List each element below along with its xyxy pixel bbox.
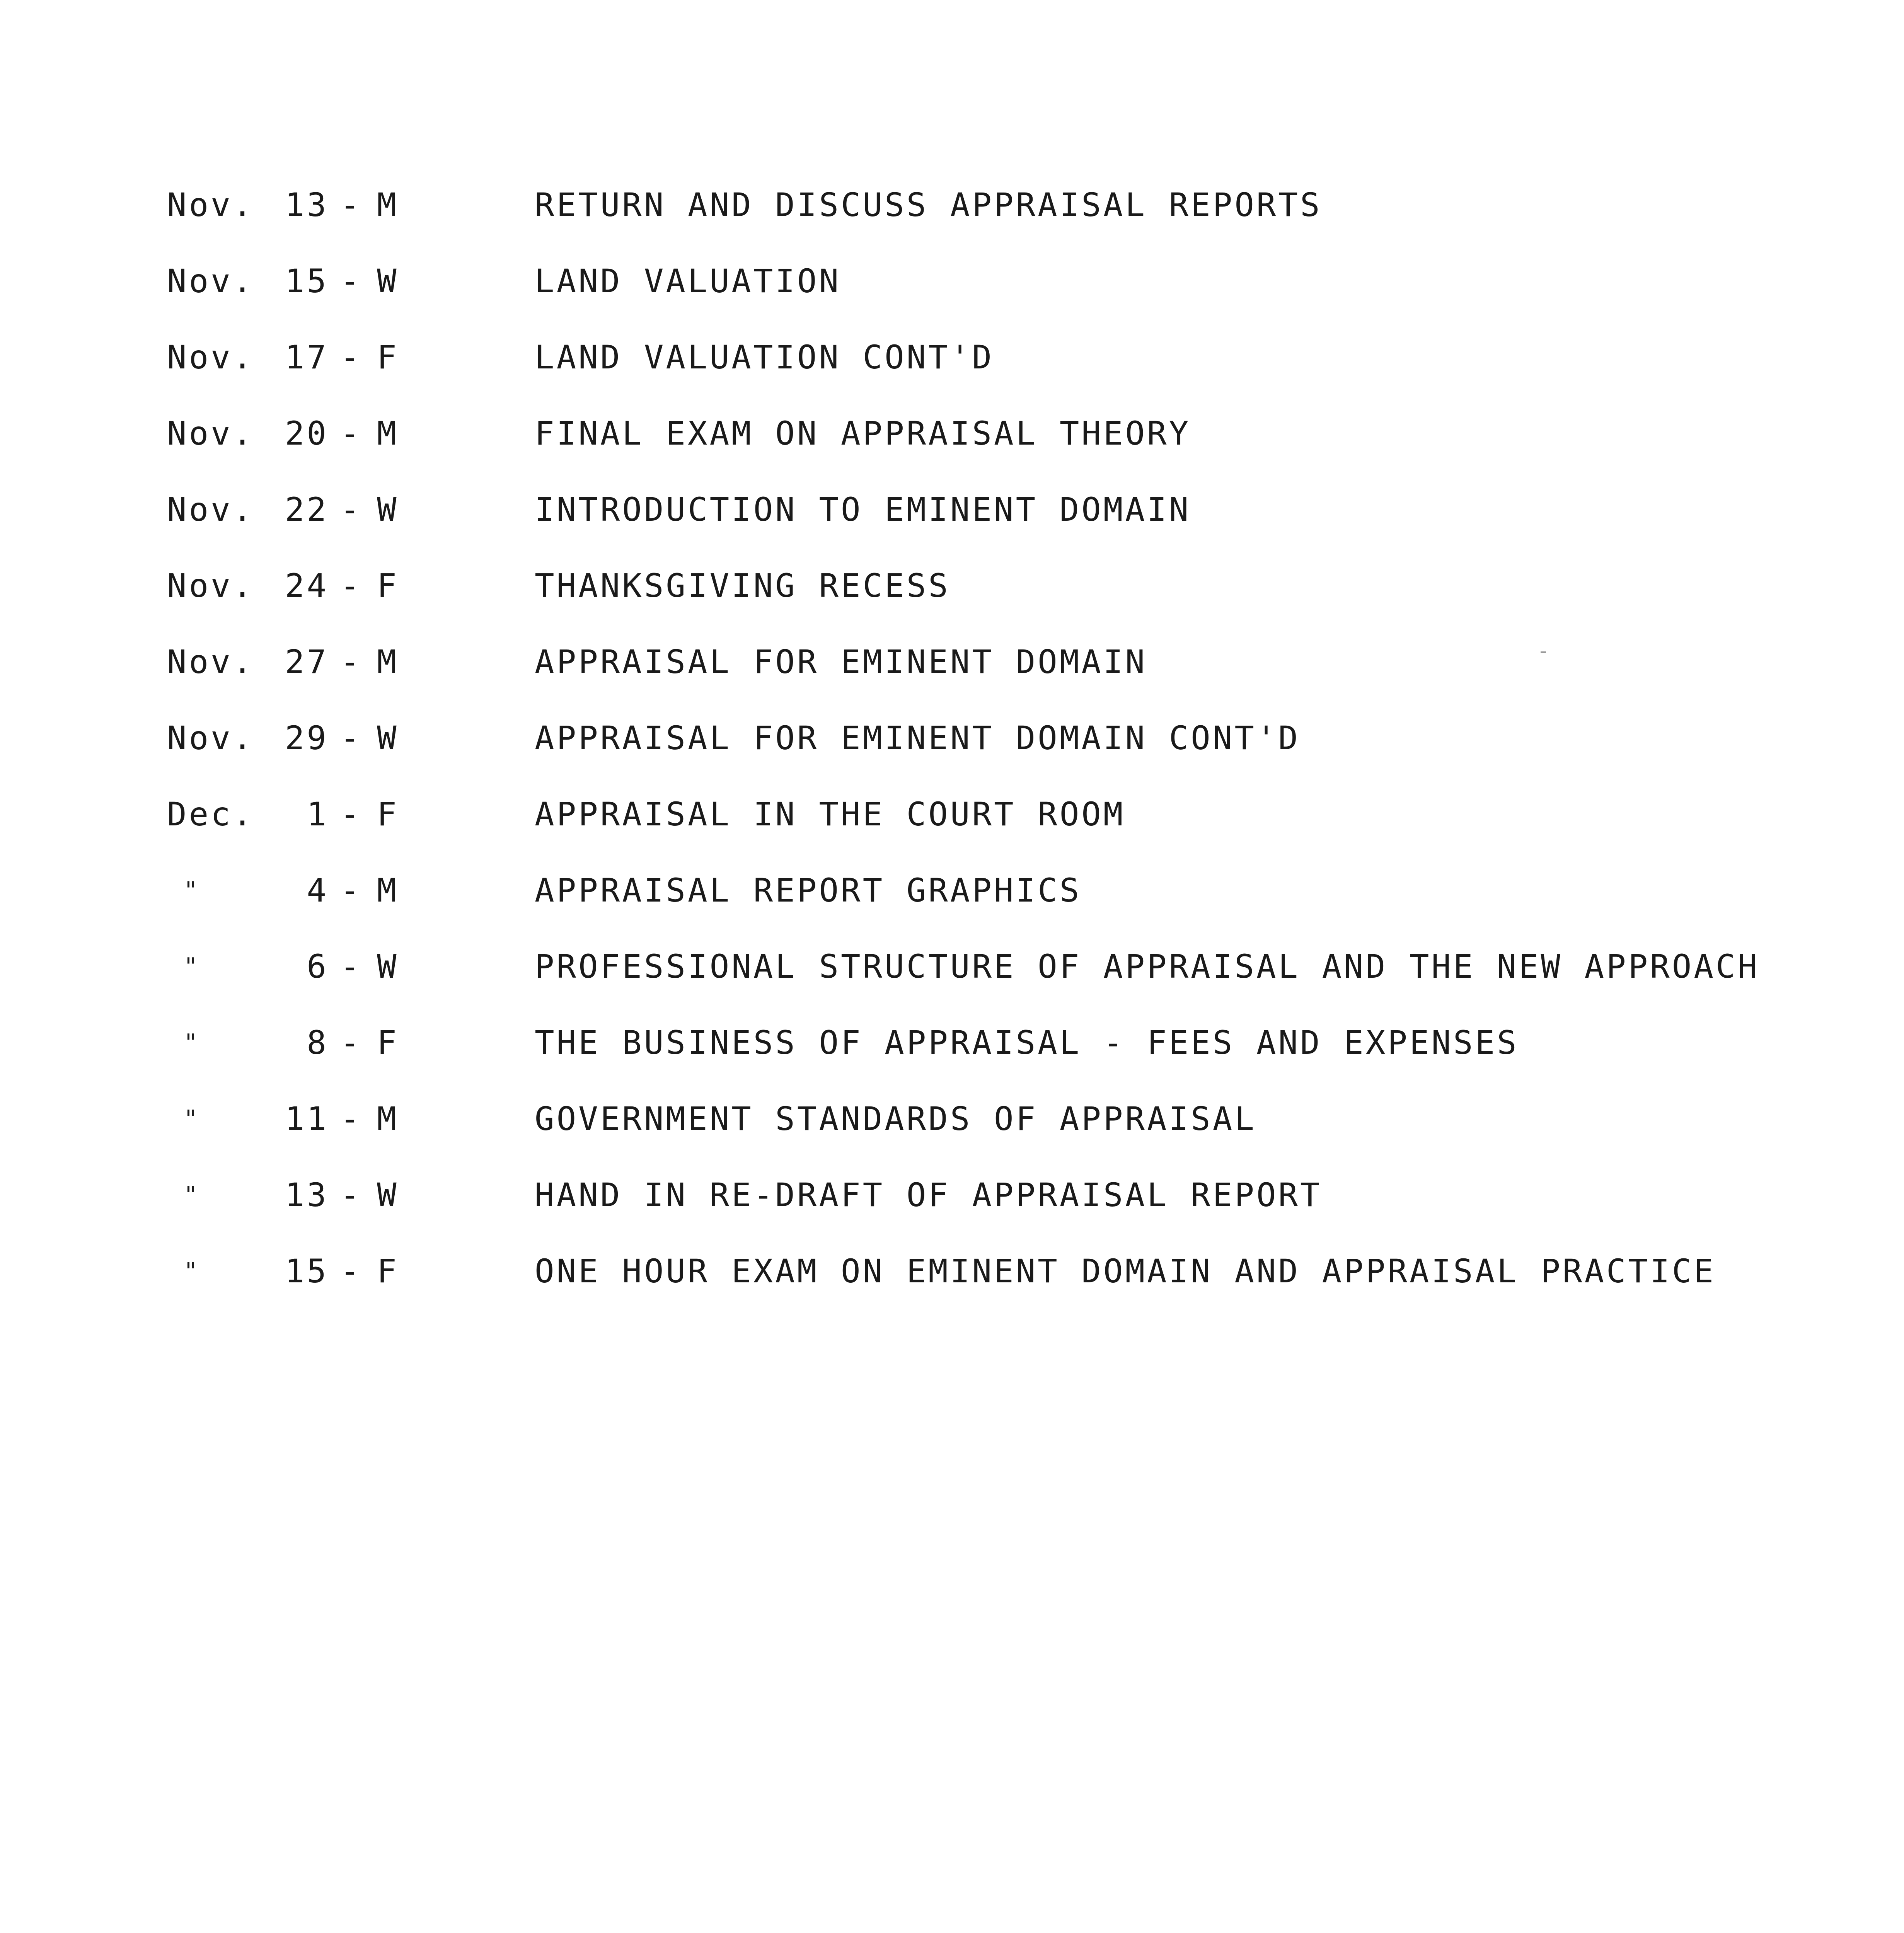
separator-dash: -	[340, 1252, 362, 1290]
session-topic: APPRAISAL FOR EMINENT DOMAIN CONT'D	[535, 719, 1301, 757]
schedule-row	[0, 1019, 1904, 1066]
day-number: 24	[285, 567, 329, 605]
separator-dash: -	[340, 491, 362, 528]
ditto-mark: "	[184, 877, 200, 904]
day-number: 1	[307, 795, 329, 833]
day-number: 11	[285, 1100, 329, 1138]
session-topic: THANKSGIVING RECESS	[535, 567, 950, 605]
session-topic: FINAL EXAM ON APPRAISAL THEORY	[535, 414, 1191, 452]
schedule-row	[0, 486, 1904, 533]
ditto-mark: "	[184, 1029, 200, 1056]
day-number: 15	[285, 262, 329, 300]
day-number: 13	[285, 1176, 329, 1214]
month-label: Nov.	[167, 491, 255, 528]
session-topic: HAND IN RE-DRAFT OF APPRAISAL REPORT	[535, 1176, 1322, 1214]
schedule-row	[0, 1096, 1904, 1142]
day-number: 8	[307, 1024, 329, 1062]
day-number: 29	[285, 719, 329, 757]
session-topic: APPRAISAL IN THE COURT ROOM	[535, 795, 1125, 833]
schedule-row	[0, 867, 1904, 914]
weekday-letter: F	[377, 1252, 399, 1290]
schedule-row	[0, 563, 1904, 609]
session-topic: INTRODUCTION TO EMINENT DOMAIN	[535, 491, 1191, 528]
weekday-letter: M	[377, 643, 399, 681]
separator-dash: -	[340, 948, 362, 985]
ditto-mark: "	[184, 1105, 200, 1132]
month-label: Nov.	[167, 719, 255, 757]
session-topic: ONE HOUR EXAM ON EMINENT DOMAIN AND APPRAISAL PRACTICE	[535, 1252, 1716, 1290]
weekday-letter: F	[377, 567, 399, 605]
weekday-letter: F	[377, 338, 399, 376]
schedule-row	[0, 791, 1904, 837]
schedule-row	[0, 1248, 1904, 1294]
schedule-row	[0, 1172, 1904, 1218]
weekday-letter: F	[377, 1024, 399, 1062]
day-number: 13	[285, 186, 329, 224]
separator-dash: -	[340, 871, 362, 909]
separator-dash: -	[340, 567, 362, 605]
separator-dash: -	[340, 1176, 362, 1214]
session-topic: PROFESSIONAL STRUCTURE OF APPRAISAL AND THE NEW APPROACH	[535, 948, 1760, 985]
weekday-letter: W	[377, 491, 399, 528]
schedule-row	[0, 715, 1904, 761]
weekday-letter: W	[377, 1176, 399, 1214]
schedule-row	[0, 639, 1904, 685]
month-label: Nov.	[167, 414, 255, 452]
schedule-row	[0, 410, 1904, 457]
weekday-letter: W	[377, 948, 399, 985]
session-topic: APPRAISAL REPORT GRAPHICS	[535, 871, 1082, 909]
ditto-mark: "	[184, 953, 200, 980]
session-topic: RETURN AND DISCUSS APPRAISAL REPORTS	[535, 186, 1322, 224]
ditto-mark: "	[184, 1258, 200, 1285]
separator-dash: -	[340, 186, 362, 224]
schedule-row	[0, 943, 1904, 990]
month-label: Nov.	[167, 186, 255, 224]
scan-speck	[1541, 651, 1546, 653]
month-label: Nov.	[167, 567, 255, 605]
session-topic: GOVERNMENT STANDARDS OF APPRAISAL	[535, 1100, 1256, 1138]
day-number: 20	[285, 414, 329, 452]
day-number: 17	[285, 338, 329, 376]
schedule-row	[0, 334, 1904, 380]
day-number: 4	[307, 871, 329, 909]
weekday-letter: M	[377, 871, 399, 909]
month-label: Nov.	[167, 262, 255, 300]
ditto-mark: "	[184, 1181, 200, 1209]
separator-dash: -	[340, 719, 362, 757]
separator-dash: -	[340, 795, 362, 833]
separator-dash: -	[340, 1024, 362, 1062]
day-number: 15	[285, 1252, 329, 1290]
month-label: Dec.	[167, 795, 255, 833]
day-number: 27	[285, 643, 329, 681]
session-topic: LAND VALUATION	[535, 262, 841, 300]
session-topic: THE BUSINESS OF APPRAISAL - FEES AND EXPENSES	[535, 1024, 1519, 1062]
session-topic: APPRAISAL FOR EMINENT DOMAIN	[535, 643, 1147, 681]
weekday-letter: M	[377, 1100, 399, 1138]
session-topic: LAND VALUATION CONT'D	[535, 338, 994, 376]
separator-dash: -	[340, 338, 362, 376]
weekday-letter: M	[377, 186, 399, 224]
schedule-row	[0, 182, 1904, 228]
weekday-letter: M	[377, 414, 399, 452]
day-number: 6	[307, 948, 329, 985]
weekday-letter: W	[377, 719, 399, 757]
schedule-row	[0, 258, 1904, 304]
weekday-letter: F	[377, 795, 399, 833]
separator-dash: -	[340, 414, 362, 452]
separator-dash: -	[340, 643, 362, 681]
weekday-letter: W	[377, 262, 399, 300]
day-number: 22	[285, 491, 329, 528]
month-label: Nov.	[167, 643, 255, 681]
separator-dash: -	[340, 262, 362, 300]
month-label: Nov.	[167, 338, 255, 376]
separator-dash: -	[340, 1100, 362, 1138]
